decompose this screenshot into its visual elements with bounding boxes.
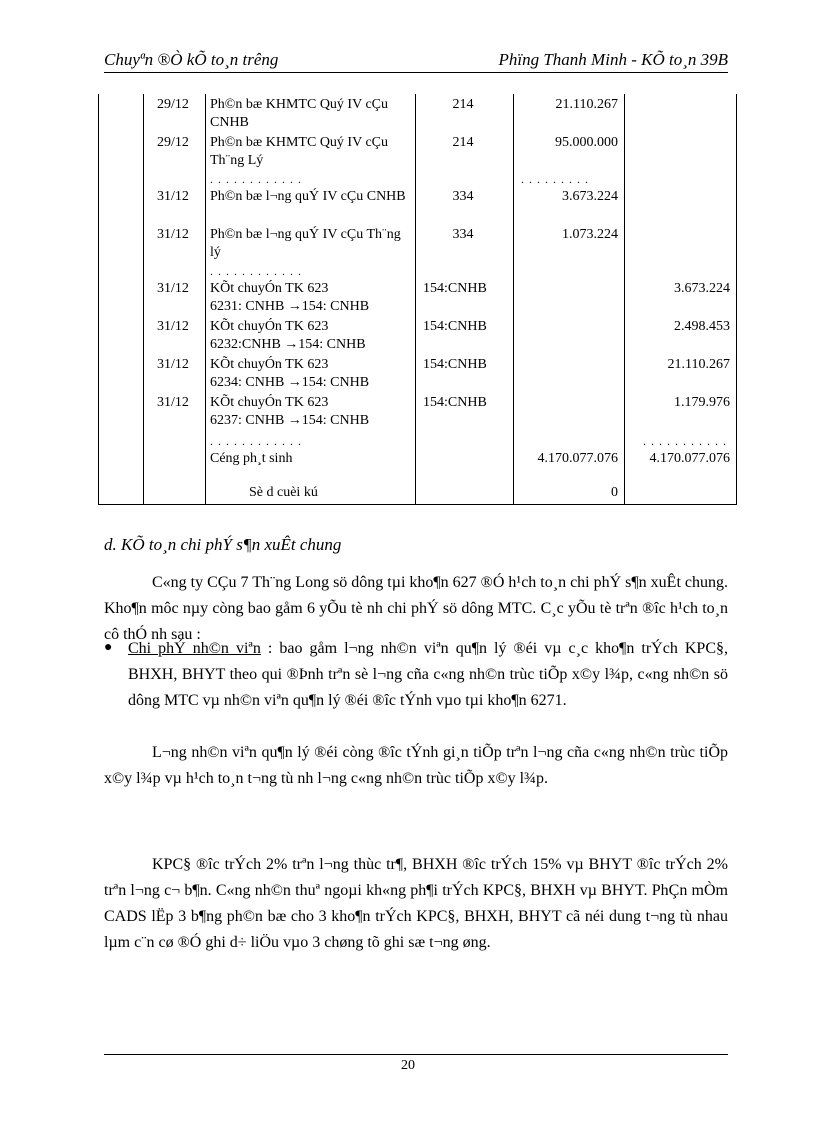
entry-account: 154:CNHB: [423, 319, 487, 334]
entry-account: 334: [452, 189, 474, 204]
entry-description-line1: KÕt chuyÓn TK 623: [210, 357, 329, 372]
entry-description: Ph©n bæ KHMTC Quý IV cÇu Th¨ng Lý: [210, 135, 389, 168]
entry-debit: 95.000.000: [555, 135, 618, 150]
entry-description: [210, 394, 410, 430]
entry-description: [210, 356, 410, 392]
entry-description-line1: KÕt chuyÓn TK 623: [210, 281, 329, 296]
entry-date: 31/12: [157, 319, 189, 334]
entry-credit: 21.110.267: [667, 357, 730, 372]
footer-divider: [104, 1054, 728, 1055]
column-divider: [513, 94, 514, 504]
entry-description: Ph©n bæ KHMTC Quý IV cÇu CNHB: [210, 97, 389, 130]
entry-debit: 3.673.224: [562, 189, 618, 204]
dots: . . . . . . . . . . . .: [210, 172, 302, 186]
balance-label: Sè d cuèi kú: [249, 485, 318, 500]
balance-debit: 0: [611, 485, 618, 500]
paragraph-deductions: KPC§ ®îc trÝch 2% trªn l¬ng thùc tr¶, BHXH ®îc trÝch 15% vµ BHYT ®îc trÝch 2% trªn l¬ng c¬ b¶n. C«ng nh©n thuª ngoµi kh«ng ph¶i trÝch KPC§, BHXH vµ BHYT. PhÇn mÒm CADS lËp 3 b¶ng ph©n bæ cho 3 kho¶n trÝch KPC§, BHXH, BHYT cã néi dung t¬ng tù nhau lµm c¨n cø ®Ó ghi d÷ liÖu vµo 3 chøng tõ ghi sæ t¬ng øng.: [104, 856, 728, 951]
total-label: Céng ph¸t sinh: [210, 451, 293, 466]
entry-account: 154:CNHB: [423, 357, 487, 372]
bullet-icon: ●: [104, 640, 113, 655]
ledger-table: [98, 94, 737, 505]
dots: . . . . . . . . . . .: [643, 434, 727, 448]
dots: . . . . . . . . . . . .: [210, 264, 302, 278]
entry-date: 31/12: [157, 227, 189, 242]
entry-credit: 3.673.224: [674, 281, 730, 296]
entry-description-line2: 6234: CNHB →154: CNHB: [210, 375, 370, 390]
entry-description-line1: KÕt chuyÓn TK 623: [210, 319, 329, 334]
entry-description: [210, 280, 410, 316]
entry-description: [210, 318, 410, 354]
entry-account: 154:CNHB: [423, 281, 487, 296]
paragraph-manager-salary: L¬ng nh©n viªn qu¶n lý ®éi còng ®îc tÝnh gi¸n tiÕp trªn l¬ng cña c«ng nh©n trùc tiÕp x©y l¾p vµ h¹ch to¸n t¬ng tù nh l¬ng c«ng nh©n trùc tiÕp x©y l¾p.: [104, 744, 728, 787]
entry-description-line1: KÕt chuyÓn TK 623: [210, 395, 329, 410]
section-title: d. KÕ to¸n chi phÝ s¶n xuÊt chung: [104, 535, 342, 554]
page-header: [104, 50, 728, 73]
dots: . . . . . . . . .: [521, 172, 589, 186]
bullet-body: : bao gåm l¬ng nh©n viªn qu¶n lý ®éi vµ c¸c kho¶n trÝch KPC§, BHXH, BHYT theo qui ®Þnh trªn sè l¬ng cña c«ng nh©n trùc tiÕp x©y l¾p, c«ng nh©n sö dông MTC vµ nh©n viªn qu¶n lý ®éi ®îc tÝnh vµo tµi kho¶n 6271.: [128, 640, 729, 709]
entry-date: 31/12: [157, 357, 189, 372]
entry-date: 31/12: [157, 189, 189, 204]
column-divider: [415, 94, 416, 504]
entry-date: 29/12: [157, 97, 189, 112]
total-credit: 4.170.077.076: [649, 451, 730, 466]
entry-credit: 1.179.976: [674, 395, 730, 410]
entry-description-line2: 6232:CNHB →154: CNHB: [210, 337, 366, 352]
column-divider: [143, 94, 144, 504]
entry-description-line2: 6237: CNHB →154: CNHB: [210, 413, 370, 428]
total-debit: 4.170.077.076: [537, 451, 618, 466]
entry-date: 29/12: [157, 135, 189, 150]
entry-account: 214: [452, 135, 474, 150]
entry-description: Ph©n bæ l¬ng quÝ IV cÇu Th¨ng lý: [210, 227, 401, 260]
page-number: 20: [401, 1058, 415, 1073]
bullet-paragraph: [128, 636, 728, 714]
column-divider: [624, 94, 625, 504]
header-title: Chuyªn ®Ò kÕ to¸n trêng: [104, 50, 279, 69]
entry-date: 31/12: [157, 395, 189, 410]
entry-description-line2: 6231: CNHB →154: CNHB: [210, 299, 370, 314]
paragraph-intro: C«ng ty CÇu 7 Th¨ng Long sö dông tµi kho¶n 627 ®Ó h¹ch to¸n chi phÝ s¶n xuÊt chung. Kho¶n môc nµy còng bao gåm 6 yÕu tè nh chi phÝ sö dông MTC. C¸c yÕu tè trªn ®îc h¹ch to¸n cô thÓ nh sau :: [104, 574, 728, 643]
header-author: Phïng Thanh Minh - KÕ to¸n 39B: [498, 50, 728, 69]
entry-debit: 21.110.267: [555, 97, 618, 112]
entry-debit: 1.073.224: [562, 227, 618, 242]
entry-date: 31/12: [157, 281, 189, 296]
dots: . . . . . . . . . . . .: [210, 434, 302, 448]
entry-account: 154:CNHB: [423, 395, 487, 410]
entry-description: Ph©n bæ l¬ng quÝ IV cÇu CNHB: [210, 189, 406, 204]
entry-account: 334: [452, 227, 474, 242]
entry-credit: 2.498.453: [674, 319, 730, 334]
bullet-heading: Chi phÝ nh©n viªn: [128, 640, 261, 657]
entry-account: 214: [452, 97, 474, 112]
column-divider: [205, 94, 206, 504]
